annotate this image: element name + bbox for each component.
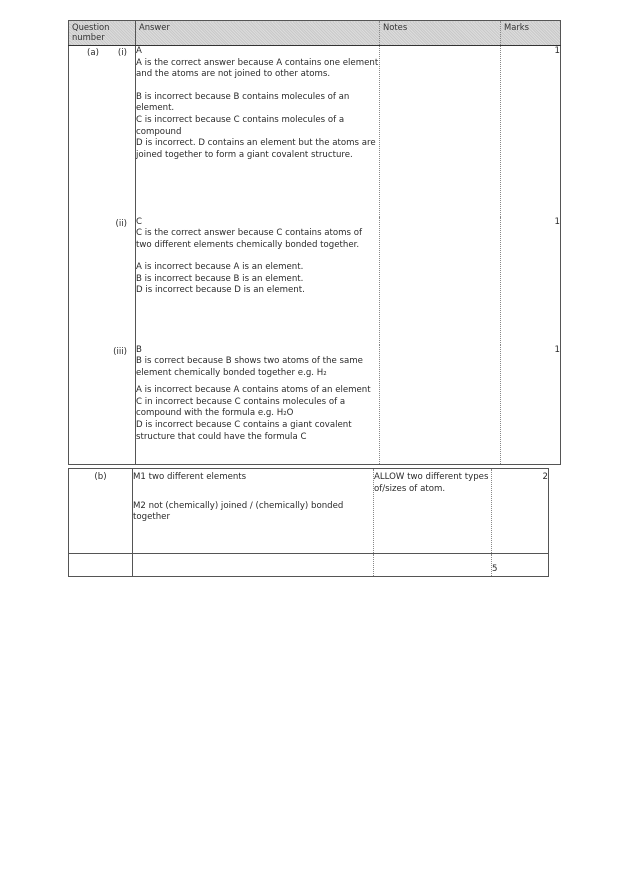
table-row-b <box>69 469 549 554</box>
answer-line: B is incorrect because B is an element. <box>136 273 304 284</box>
question-number-cell <box>69 345 136 465</box>
total-row <box>69 554 549 577</box>
notes-cell <box>380 46 501 217</box>
header-marks: Marks <box>501 21 561 46</box>
part-label: (a) <box>87 48 99 58</box>
table-row-a-i <box>69 46 561 217</box>
answer-line: C is incorrect because C contains molecules of a compound <box>136 114 345 137</box>
answer-line: D is incorrect. D contains an element but the atoms are joined together to form a giant covalent structure. <box>136 138 376 160</box>
subpart-label: (iii) <box>113 346 127 357</box>
subpart-label: (ii) <box>115 218 127 229</box>
notes-cell <box>380 345 501 465</box>
table-row-a-iii <box>69 345 561 465</box>
question-number-cell: (b) <box>69 469 133 554</box>
answer-line: D is incorrect because C contains a giant covalent structure that could have the formula C <box>136 420 352 442</box>
empty-cell <box>374 554 492 577</box>
answer-line: C is the correct answer because C contains atoms of two different elements chemically bonded together. <box>136 228 363 250</box>
answer-key: C <box>136 216 143 227</box>
header-answer: Answer <box>136 21 380 46</box>
marks-cell: 1 <box>554 46 560 56</box>
question-number-cell <box>69 46 136 217</box>
answer-line: A is incorrect because A contains atoms of an element <box>136 385 371 396</box>
header-notes: Notes <box>380 21 501 46</box>
answer-line: C in incorrect because C contains molecules of a compound with the formula e.g. H₂O <box>136 396 346 419</box>
empty-cell <box>69 554 133 577</box>
question-number-cell <box>69 217 136 345</box>
answer-cell <box>136 46 380 217</box>
table-header-row <box>69 21 561 46</box>
subpart-label: (i) <box>117 48 127 58</box>
answer-cell <box>133 469 374 554</box>
answer-line: A is incorrect because A is an element. <box>136 262 304 273</box>
table-row-a-ii <box>69 217 561 345</box>
empty-cell <box>133 554 374 577</box>
answer-key: B <box>136 344 142 355</box>
marks-cell: 1 <box>554 344 560 355</box>
mark-scheme-table-a <box>68 20 561 465</box>
answer-line: A is the correct answer because A contains one element and the atoms are not joined to other atoms. <box>136 57 379 80</box>
answer-cell <box>136 345 380 465</box>
marks-cell: 2 <box>492 469 549 554</box>
total-marks: 5 <box>492 564 498 575</box>
header-question-number: Question number <box>69 21 136 46</box>
answer-line: B is incorrect because B contains molecules of an element. <box>136 91 350 114</box>
answer-line: B is correct because B shows two atoms of the same element chemically bonded together e.g. H₂ <box>136 356 363 378</box>
answer-m2: M2 not (chemically) joined / (chemically) bonded together <box>133 500 344 523</box>
answer-cell <box>136 217 380 345</box>
notes-cell: ALLOW two different types of/sizes of atom. <box>374 469 492 554</box>
marks-cell: 1 <box>554 216 560 227</box>
notes-cell <box>380 217 501 345</box>
answer-key: A <box>136 46 142 56</box>
mark-scheme-table-b <box>68 468 549 577</box>
answer-m1: M1 two different elements <box>133 472 247 482</box>
answer-line: D is incorrect because D is an element. <box>136 285 305 296</box>
